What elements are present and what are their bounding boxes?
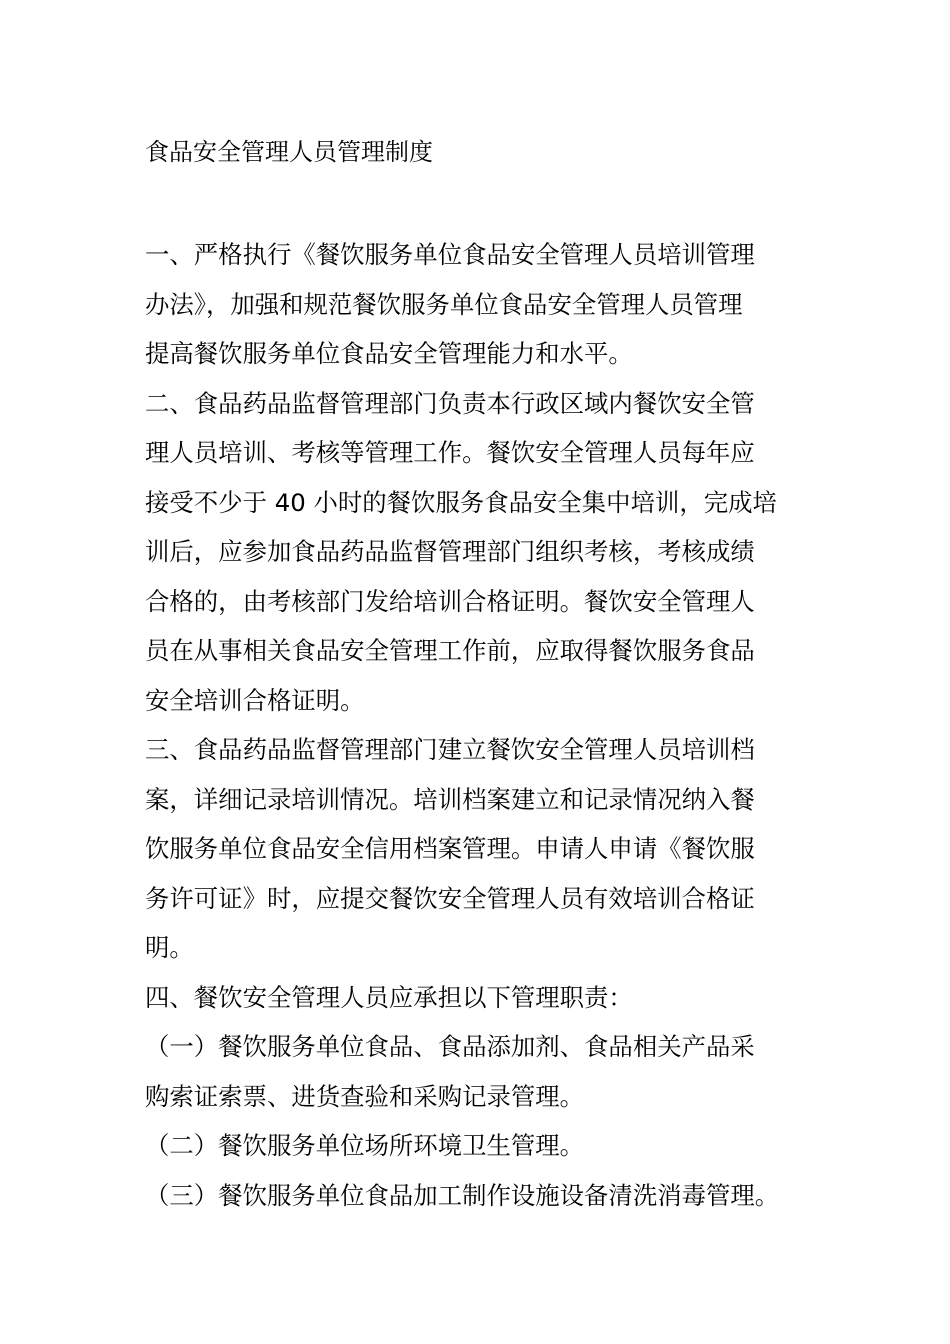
document-body <box>145 230 810 1220</box>
text-line: 训后，应参加食品药品监督管理部门组织考核，考核成绩 <box>145 537 755 566</box>
text-line: 购索证索票、进货查验和采购记录管理。 <box>145 1081 585 1111</box>
text-line: （二）餐饮服务单位场所环境卫生管理。 <box>145 1131 585 1160</box>
text-line: 安全培训合格证明。 <box>145 685 365 715</box>
text-line: 明。 <box>145 933 194 962</box>
text-line: 饮服务单位食品安全信用档案管理。申请人申请《餐饮服 <box>145 834 755 863</box>
text-line: （三）餐饮服务单位食品加工制作设施设备清洗消毒管理。 <box>145 1180 780 1210</box>
text-line: 合格的，由考核部门发给培训合格证明。餐饮安全管理人 <box>145 586 755 616</box>
text-line: （一）餐饮服务单位食品、食品添加剂、食品相关产品采 <box>145 1032 755 1061</box>
text-line: 提高餐饮服务单位食品安全管理能力和水平。 <box>145 339 633 368</box>
text-line: 三、食品药品监督管理部门建立餐饮安全管理人员培训档 <box>145 735 755 764</box>
text-line: 理人员培训、考核等管理工作。餐饮安全管理人员每年应 <box>145 438 755 467</box>
text-line: 办法》，加强和规范餐饮服务单位食品安全管理人员管理 <box>145 289 743 319</box>
text-line: 务许可证》时，应提交餐饮安全管理人员有效培训合格证 <box>145 883 755 913</box>
text-line: 案，详细记录培训情况。培训档案建立和记录情况纳入餐 <box>145 784 755 814</box>
text-line: 员在从事相关食品安全管理工作前，应取得餐饮服务食品 <box>145 636 755 665</box>
text-line: 四、餐饮安全管理人员应承担以下管理职责： <box>145 982 633 1012</box>
document-title: 食品安全管理人员管理制度 <box>145 138 433 166</box>
text-line: 接受不少于 40 小时的餐饮服务食品安全集中培训，完成培 <box>145 487 777 517</box>
text-line: 二、食品药品监督管理部门负责本行政区域内餐饮安全管 <box>145 388 755 418</box>
text-line: 一、严格执行《餐饮服务单位食品安全管理人员培训管理 <box>145 240 755 269</box>
